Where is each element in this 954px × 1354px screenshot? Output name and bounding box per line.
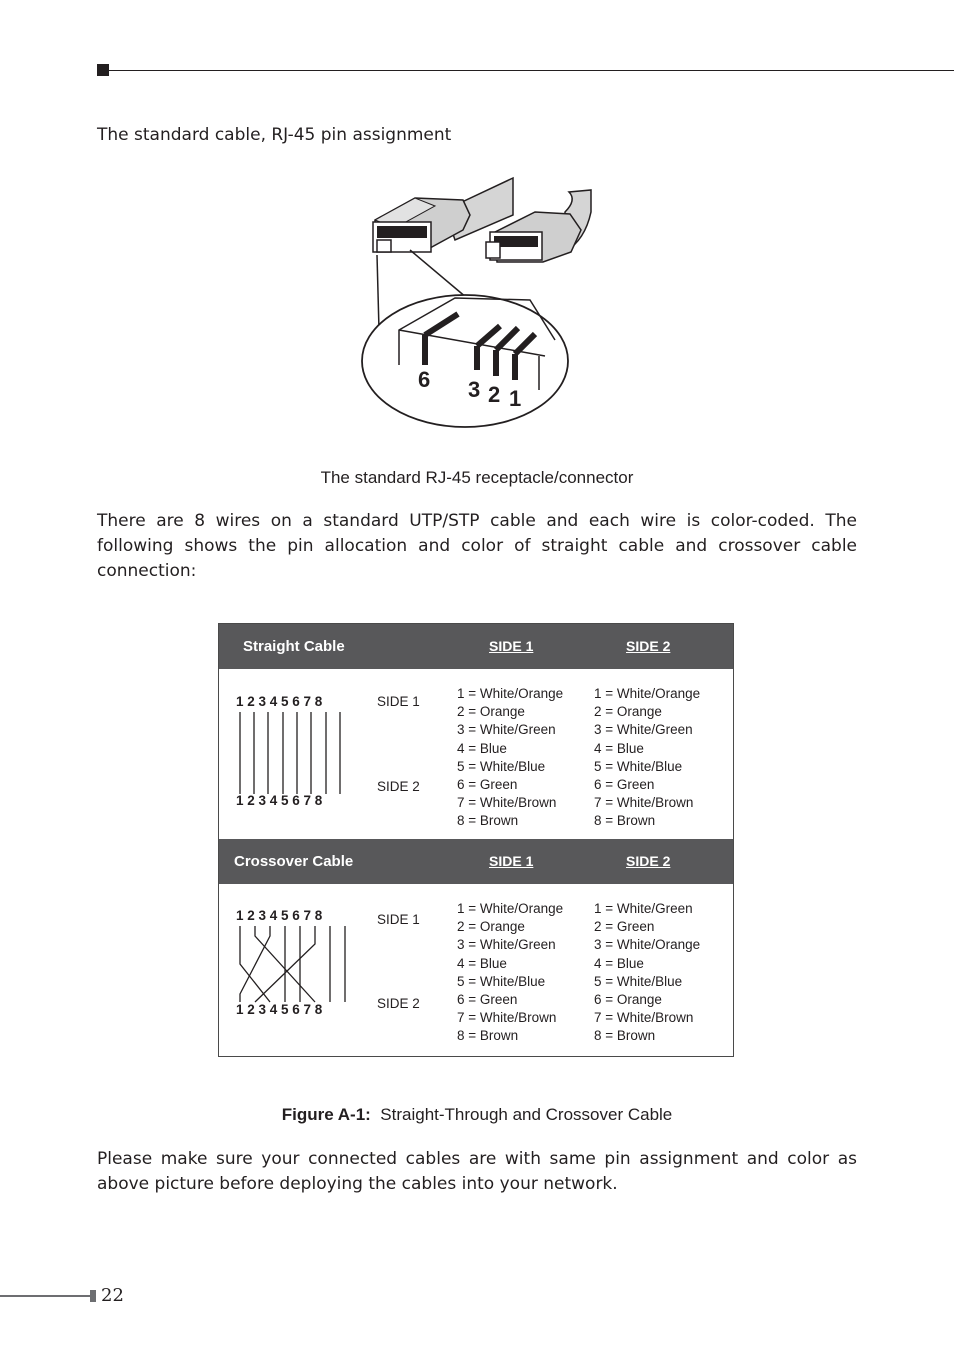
list-item: 4 = Blue (457, 740, 507, 756)
list-item: 8 = Brown (457, 813, 519, 829)
crossover-cable-header (219, 839, 733, 884)
header-square-marker (97, 64, 109, 76)
crossover-side2-header: SIDE 2 (626, 853, 671, 869)
straight-side2-header: SIDE 2 (626, 638, 671, 654)
list-item: 1 = White/Green (594, 901, 693, 916)
list-item: 7 = White/Brown (594, 795, 694, 811)
list-item: 8 = Brown (457, 1028, 519, 1044)
crossover-side2-list (594, 900, 700, 1046)
figure-caption (0, 1105, 954, 1125)
crossover-wiring-diagram (235, 924, 355, 1006)
crossover-side1-header: SIDE 1 (489, 853, 534, 869)
figure-label: Figure A-1: (281, 1105, 371, 1124)
list-item: 4 = Blue (594, 955, 644, 971)
rj45-connector-illustration (355, 170, 605, 435)
list-item: 2 = Green (594, 919, 655, 935)
footer-marker (90, 1290, 96, 1302)
list-item: 8 = Brown (594, 813, 656, 829)
list-item: 1 = White/Orange (457, 901, 564, 916)
pin-label-2: 2 (488, 382, 501, 407)
straight-pins-top: 1 2 3 4 5 6 7 8 (236, 694, 323, 709)
straight-pins-bottom: 1 2 3 4 5 6 7 8 (236, 793, 323, 808)
pin-label-1: 1 (509, 386, 522, 411)
crossover-side1-list (457, 900, 563, 1046)
list-item: 1 = White/Orange (457, 686, 564, 701)
list-item: 3 = White/Green (457, 722, 556, 738)
crossover-label-side2: SIDE 2 (377, 996, 420, 1011)
list-item: 8 = Brown (594, 1028, 656, 1044)
footer-rule (0, 1295, 90, 1297)
list-item: 1 = White/Orange (594, 686, 701, 701)
crossover-pins-top: 1 2 3 4 5 6 7 8 (236, 908, 323, 923)
list-item: 2 = Orange (594, 704, 662, 720)
paragraph-closing: Please make sure your connected cables are with same pin assignment and color as above picture before deploying the cables into your network. (97, 1149, 857, 1194)
list-item: 6 = Orange (594, 992, 662, 1008)
list-item: 6 = Green (594, 777, 655, 793)
list-item: 5 = White/Blue (457, 758, 546, 774)
list-item: 3 = White/Green (594, 722, 693, 738)
list-item: 6 = Green (457, 777, 518, 793)
straight-cable-header (219, 624, 733, 669)
list-item: 7 = White/Brown (457, 795, 557, 811)
list-item: 4 = Blue (457, 955, 507, 971)
straight-label-side1: SIDE 1 (377, 694, 420, 709)
connector-caption: The standard RJ-45 receptacle/connector (320, 468, 634, 487)
straight-label-side2: SIDE 2 (377, 779, 420, 794)
list-item: 7 = White/Brown (457, 1010, 557, 1026)
list-item: 7 = White/Brown (594, 1010, 694, 1026)
intro-line: The standard cable, RJ-45 pin assignment (97, 125, 452, 145)
straight-wiring-diagram (235, 710, 355, 796)
list-item: 3 = White/Green (457, 937, 556, 953)
list-item: 5 = White/Blue (594, 758, 683, 774)
crossover-cable-title: Crossover Cable (234, 853, 354, 870)
paragraph-wires: There are 8 wires on a standard UTP/STP cable and each wire is color-coded. The following shows the pin allocation and color of straight cable and crossover cable connection: (97, 511, 857, 581)
list-item: 5 = White/Blue (594, 973, 683, 989)
cable-table (218, 623, 734, 1057)
list-item: 6 = Green (457, 992, 518, 1008)
crossover-pins-bottom: 1 2 3 4 5 6 7 8 (236, 1002, 323, 1017)
header-rule (109, 70, 954, 71)
pin-label-6: 6 (418, 367, 431, 392)
straight-side1-header: SIDE 1 (489, 638, 534, 654)
straight-side2-list (594, 685, 700, 831)
list-item: 5 = White/Blue (457, 973, 546, 989)
pin-label-3: 3 (468, 377, 481, 402)
straight-cable-title: Straight Cable (243, 638, 345, 655)
straight-side1-list (457, 685, 563, 831)
page-number: 22 (101, 1285, 124, 1306)
crossover-label-side1: SIDE 1 (377, 912, 420, 927)
list-item: 4 = Blue (594, 740, 644, 756)
figure-caption-text: Straight-Through and Crossover Cable (380, 1105, 673, 1124)
list-item: 3 = White/Orange (594, 937, 701, 953)
list-item: 2 = Orange (457, 919, 525, 935)
list-item: 2 = Orange (457, 704, 525, 720)
